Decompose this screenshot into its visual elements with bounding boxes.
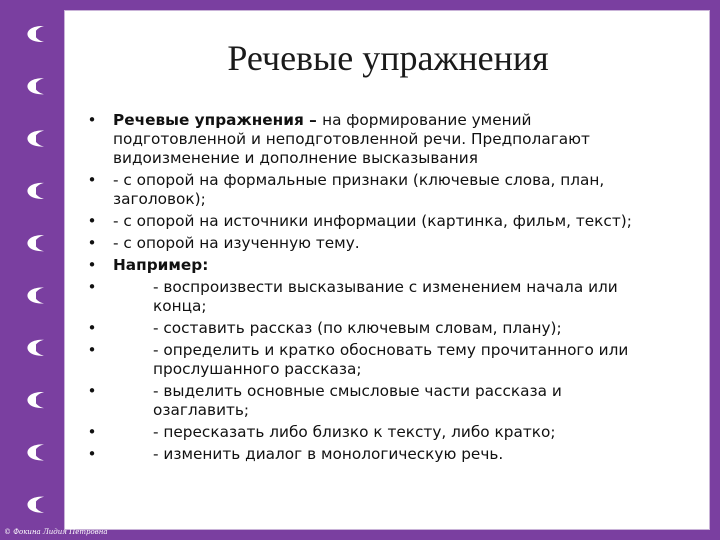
bullet-dot: • (87, 111, 97, 129)
item-text: - пересказать либо близко к тексту, либо кратко; (153, 423, 556, 441)
slide-title: Речевые упражнения (227, 38, 549, 78)
list-item (87, 423, 657, 442)
copyright-footer: © Фокина Лидия Петровна (4, 528, 108, 536)
item-text: - с опорой на формальные признаки (ключевые слова, план, заголовок); (113, 171, 605, 208)
bullet-list (87, 111, 657, 467)
bullet-dot: • (87, 278, 97, 296)
list-item (87, 278, 657, 316)
list-item (87, 212, 657, 231)
bullet-dot: • (87, 319, 97, 337)
bullet-dot: • (87, 234, 97, 252)
list-item (87, 234, 657, 253)
bullet-dot: • (87, 382, 97, 400)
item-text: - выделить основные смысловые части рассказа и озаглавить; (153, 382, 562, 419)
item-text: - изменить диалог в монологическую речь. (153, 445, 504, 463)
item-text: - воспроизвести высказывание с изменением начала или конца; (153, 278, 618, 315)
list-item (87, 111, 657, 168)
list-item (87, 341, 657, 379)
list-item (87, 171, 657, 209)
item-lead: Например: (113, 256, 209, 274)
list-item (87, 256, 657, 275)
bullet-dot: • (87, 212, 97, 230)
bullet-dot: • (87, 171, 97, 189)
item-lead: Речевые упражнения – (113, 111, 323, 129)
slide-page (64, 10, 710, 530)
bullet-dot: • (87, 445, 97, 463)
bullet-dot: • (87, 256, 97, 274)
list-item (87, 445, 657, 464)
bullet-dot: • (87, 341, 97, 359)
item-text: на формирование умений подготовленной и неподготовленной речи. Предполагают видоизменение и дополнение высказывания (113, 111, 590, 167)
bullet-dot: • (87, 423, 97, 441)
item-text: - составить рассказ (по ключевым словам, плану); (153, 319, 562, 337)
item-text: - с опорой на источники информации (картинка, фильм, текст); (113, 212, 632, 230)
item-text: - с опорой на изученную тему. (113, 234, 360, 252)
item-text: - определить и кратко обосновать тему прочитанного или прослушанного рассказа; (153, 341, 629, 378)
list-item (87, 319, 657, 338)
list-item (87, 382, 657, 420)
